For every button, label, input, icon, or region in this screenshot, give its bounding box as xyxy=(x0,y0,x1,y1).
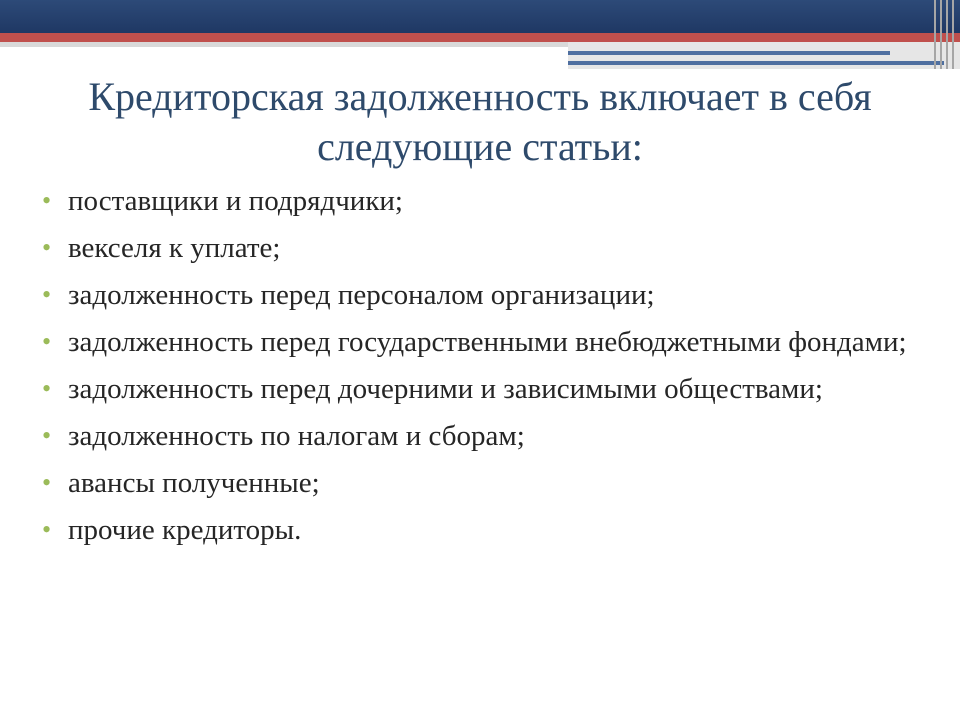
bullet-icon: • xyxy=(42,233,52,262)
bullet-icon: • xyxy=(42,374,52,403)
header-banner-line-lower xyxy=(568,61,944,65)
list-item-text: задолженность перед дочерними и зависимыми обществами; xyxy=(68,373,823,405)
list-item-text: задолженность по налогам и сборам; xyxy=(68,420,525,452)
list-item xyxy=(40,229,920,267)
header-banner-grey-left xyxy=(0,42,568,47)
list-item xyxy=(40,276,920,314)
bullet-icon: • xyxy=(42,280,52,309)
bullet-icon: • xyxy=(42,468,52,497)
header-banner-vertical-lines xyxy=(930,0,960,69)
vertical-line xyxy=(934,0,936,69)
header-banner-navy xyxy=(0,0,960,33)
list-item xyxy=(40,323,920,361)
bullet-list xyxy=(40,182,920,558)
bullet-icon: • xyxy=(42,186,52,215)
list-item-text: задолженность перед персоналом организации; xyxy=(68,279,655,311)
list-item-text: векселя к уплате; xyxy=(68,232,281,264)
bullet-icon: • xyxy=(42,327,52,356)
list-item xyxy=(40,182,920,220)
bullet-icon: • xyxy=(42,515,52,544)
list-item xyxy=(40,511,920,549)
list-item xyxy=(40,464,920,502)
header-banner-line-upper xyxy=(568,51,890,55)
header-banner-red xyxy=(0,33,960,42)
list-item-text: прочие кредиторы. xyxy=(68,514,302,546)
bullet-icon: • xyxy=(42,421,52,450)
list-item xyxy=(40,417,920,455)
list-item-text: авансы полученные; xyxy=(68,467,320,499)
list-item-text: поставщики и подрядчики; xyxy=(68,185,403,217)
vertical-line xyxy=(940,0,942,69)
vertical-line xyxy=(952,0,954,69)
vertical-line xyxy=(946,0,948,69)
slide-title: Кредиторская задолженность включает в себя следующие статьи: xyxy=(88,74,872,169)
list-item xyxy=(40,370,920,408)
list-item-text: задолженность перед государственными внебюджетными фондами; xyxy=(68,326,907,358)
